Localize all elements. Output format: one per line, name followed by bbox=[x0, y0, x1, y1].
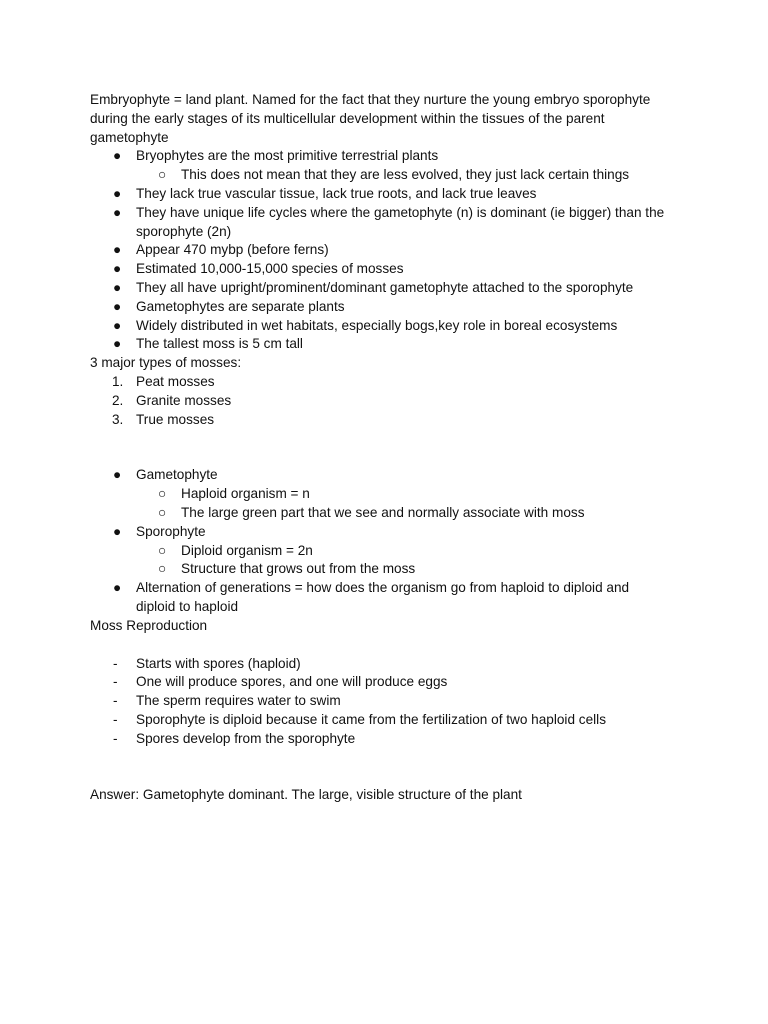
reproduction-heading: Moss Reproduction bbox=[90, 617, 208, 633]
intro-line-3: gametophyte bbox=[90, 129, 169, 145]
list-item bbox=[90, 204, 690, 223]
dash-marker: - bbox=[113, 730, 118, 746]
list-item-text: Estimated 10,000-15,000 species of mosses bbox=[136, 261, 404, 277]
list-item-text: Appear 470 mybp (before ferns) bbox=[136, 242, 329, 258]
list-item-text: Widely distributed in wet habitats, especially bogs,key role in boreal ecosystems bbox=[136, 317, 618, 333]
bullet-marker: ● bbox=[113, 580, 122, 596]
list-item-text: Sporophyte bbox=[136, 523, 206, 539]
bullet-marker: ● bbox=[113, 148, 122, 164]
numbered-item-text: Peat mosses bbox=[136, 373, 215, 389]
dash-marker: - bbox=[113, 693, 118, 709]
list-item-continuation bbox=[90, 223, 690, 242]
list-item-continuation bbox=[90, 598, 690, 617]
list-item-text: The large green part that we see and normally associate with moss bbox=[181, 504, 585, 520]
dash-marker: - bbox=[113, 655, 118, 671]
intro-line-2: during the early stages of its multicellular development within the tissues of the parent bbox=[90, 110, 605, 126]
list-item bbox=[90, 260, 690, 279]
bullet-marker: ● bbox=[113, 185, 122, 201]
dash-item bbox=[90, 655, 690, 674]
item-number: 3. bbox=[112, 411, 124, 427]
list-item-text: sporophyte (2n) bbox=[136, 223, 232, 239]
list-item-text: Alternation of generations = how does the organism go from haploid to diploid and bbox=[136, 580, 630, 596]
circle-marker: ○ bbox=[158, 542, 167, 558]
list-item bbox=[90, 317, 690, 336]
list-item bbox=[90, 504, 690, 523]
list-item-text: They all have upright/prominent/dominant gametophyte attached to the sporophyte bbox=[136, 279, 634, 295]
list-item bbox=[90, 166, 690, 185]
list-item bbox=[90, 579, 690, 598]
circle-marker: ○ bbox=[158, 561, 167, 577]
list-item-text: Gametophyte bbox=[136, 467, 218, 483]
list-item-text: Gametophytes are separate plants bbox=[136, 298, 345, 314]
dash-item-text: Sporophyte is diploid because it came from the fertilization of two haploid cells bbox=[136, 711, 606, 727]
list-item-text: diploid to haploid bbox=[136, 598, 239, 614]
list-item-text: Diploid organism = 2n bbox=[181, 542, 313, 558]
list-item bbox=[90, 466, 690, 485]
list-item-text: The tallest moss is 5 cm tall bbox=[136, 336, 303, 352]
list-item bbox=[90, 147, 690, 166]
bullet-marker: ● bbox=[113, 336, 122, 352]
dash-item-text: One will produce spores, and one will produce eggs bbox=[136, 674, 448, 690]
dash-item bbox=[90, 711, 690, 730]
list-item-text: They have unique life cycles where the gametophyte (n) is dominant (ie bigger) than the bbox=[136, 204, 665, 220]
list-item bbox=[90, 542, 690, 561]
list-item bbox=[90, 335, 690, 354]
moss-types-heading: 3 major types of mosses: bbox=[90, 355, 242, 371]
list-item bbox=[90, 185, 690, 204]
numbered-item bbox=[90, 392, 690, 411]
bullet-marker: ● bbox=[113, 467, 122, 483]
blank-space bbox=[90, 749, 690, 786]
dash-item bbox=[90, 673, 690, 692]
list-item bbox=[90, 560, 690, 579]
item-number: 2. bbox=[112, 392, 124, 408]
dash-item-text: The sperm requires water to swim bbox=[136, 693, 341, 709]
bullet-marker: ● bbox=[113, 204, 122, 220]
blank-space bbox=[90, 429, 690, 466]
dash-marker: - bbox=[113, 711, 118, 727]
dash-item bbox=[90, 692, 690, 711]
numbered-item bbox=[90, 373, 690, 392]
bullet-marker: ● bbox=[113, 279, 122, 295]
list-item-text: Structure that grows out from the moss bbox=[181, 561, 416, 577]
blank-space bbox=[90, 636, 690, 655]
bullet-marker: ● bbox=[113, 523, 122, 539]
document-body bbox=[90, 91, 690, 804]
list-item-text: This does not mean that they are less evolved, they just lack certain things bbox=[181, 167, 630, 183]
dash-item bbox=[90, 730, 690, 749]
list-item bbox=[90, 523, 690, 542]
answer-text: Answer: Gametophyte dominant. The large, visible structure of the plant bbox=[90, 786, 522, 802]
dash-item-text: Spores develop from the sporophyte bbox=[136, 730, 356, 746]
bullet-marker: ● bbox=[113, 317, 122, 333]
numbered-item bbox=[90, 411, 690, 430]
list-item-text: Haploid organism = n bbox=[181, 486, 310, 502]
numbered-item-text: True mosses bbox=[136, 411, 215, 427]
circle-marker: ○ bbox=[158, 486, 167, 502]
bullet-marker: ● bbox=[113, 242, 122, 258]
list-item bbox=[90, 298, 690, 317]
bullet-marker: ● bbox=[113, 261, 122, 277]
item-number: 1. bbox=[112, 373, 124, 389]
list-item bbox=[90, 485, 690, 504]
list-item bbox=[90, 241, 690, 260]
circle-marker: ○ bbox=[158, 504, 167, 520]
list-item-text: Bryophytes are the most primitive terrestrial plants bbox=[136, 148, 439, 164]
circle-marker: ○ bbox=[158, 167, 167, 183]
dash-item-text: Starts with spores (haploid) bbox=[136, 655, 301, 671]
list-item bbox=[90, 279, 690, 298]
bullet-marker: ● bbox=[113, 298, 122, 314]
numbered-item-text: Granite mosses bbox=[136, 392, 232, 408]
dash-marker: - bbox=[113, 674, 118, 690]
list-item-text: They lack true vascular tissue, lack true roots, and lack true leaves bbox=[136, 185, 537, 201]
intro-line-1: Embryophyte = land plant. Named for the fact that they nurture the young embryo sporophyte bbox=[90, 92, 651, 107]
